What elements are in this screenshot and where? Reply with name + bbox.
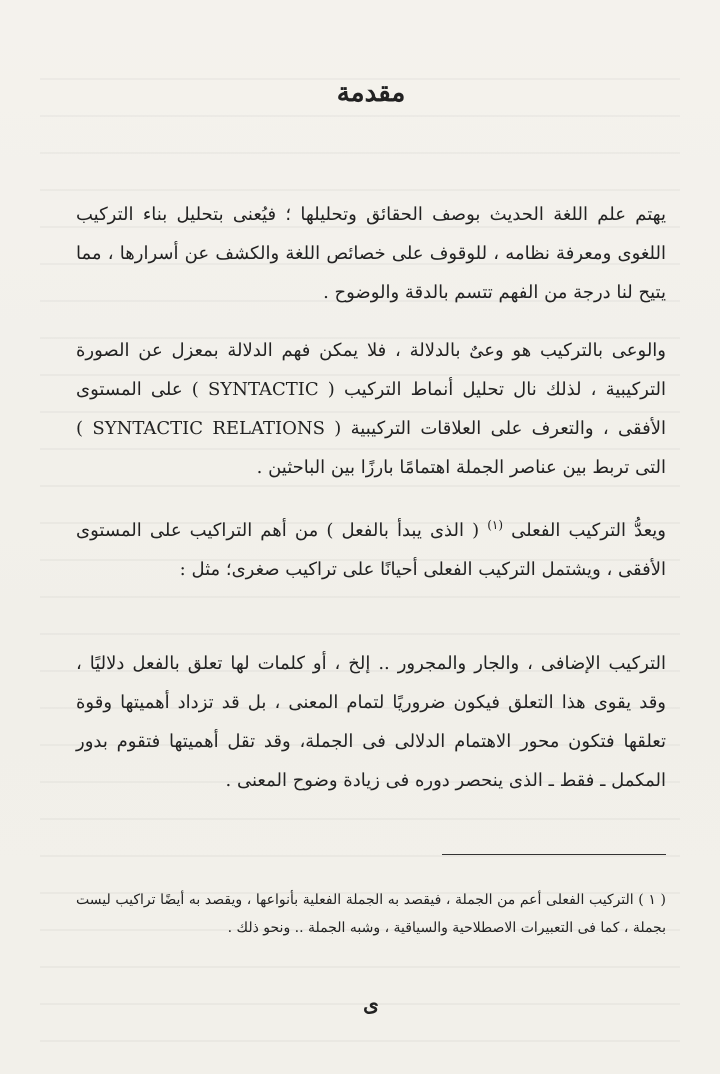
paragraph-3-after: ( الذى يبدأ بالفعل ) من أهم التراكيب على المستوى الأفقى ، ويشتمل التركيب الفعلى أحيانًا على تراكيب صغرى؛ مثل : <box>76 520 666 580</box>
footnote: ( ١ ) التركيب الفعلى أعم من الجملة ، فيقصد به الجملة الفعلية بأنواعها ، ويقصد به أيضًا تراكيب ليست بجملة ، كما فى التعبيرات الاصطلاحية والسياقية ، وشبه الجملة .. ونحو ذلك . <box>76 892 666 936</box>
footnote-marker[interactable]: (١) <box>487 518 504 532</box>
paragraph-3 <box>76 506 666 589</box>
page-title: مقدمة <box>336 78 406 108</box>
paragraph-3-before: ويعدُّ التركيب الفعلى <box>511 520 666 541</box>
footnote-separator <box>442 854 666 855</box>
paragraph-4: التركيب الإضافى ، والجار والمجرور .. إلخ ، أو كلمات لها تعلق بالفعل دلاليًا ، وقد يقوى هذا التعلق فيكون ضروريًا لتمام المعنى ، بل قد تزداد أهميتها وقوة تعلقها فتكون محور الاهتمام الدلالى فى الجملة، وقد تقل أهميتها فتقوم بدور المكمل ـ فقط ـ الذى ينحصر دوره فى زيادة وضوح المعنى . <box>76 653 666 791</box>
page-number: ى <box>363 992 379 1016</box>
paragraph-2: والوعى بالتركيب هو وعىٌ بالدلالة ، فلا يمكن فهم الدلالة بمعزل عن الصورة التركيبية ، لذلك نال تحليل أنماط التركيب ( SYNTACTIC ) على المستوى الأفقى ، والتعرف على العلاقات التركيبية ( SYNTACTIC RELATIONS ) التى تربط بين عناصر الجملة اهتمامًا بارزًا بين الباحثين . <box>76 340 666 478</box>
paragraph-1: يهتم علم اللغة الحديث بوصف الحقائق وتحليلها ؛ فيُعنى بتحليل بناء التركيب اللغوى ومعرفة نظامه ، للوقوف على خصائص اللغة والكشف عن أسرارها ، مما يتيح لنا درجة من الفهم تتسم بالدقة والوضوح . <box>76 204 666 303</box>
